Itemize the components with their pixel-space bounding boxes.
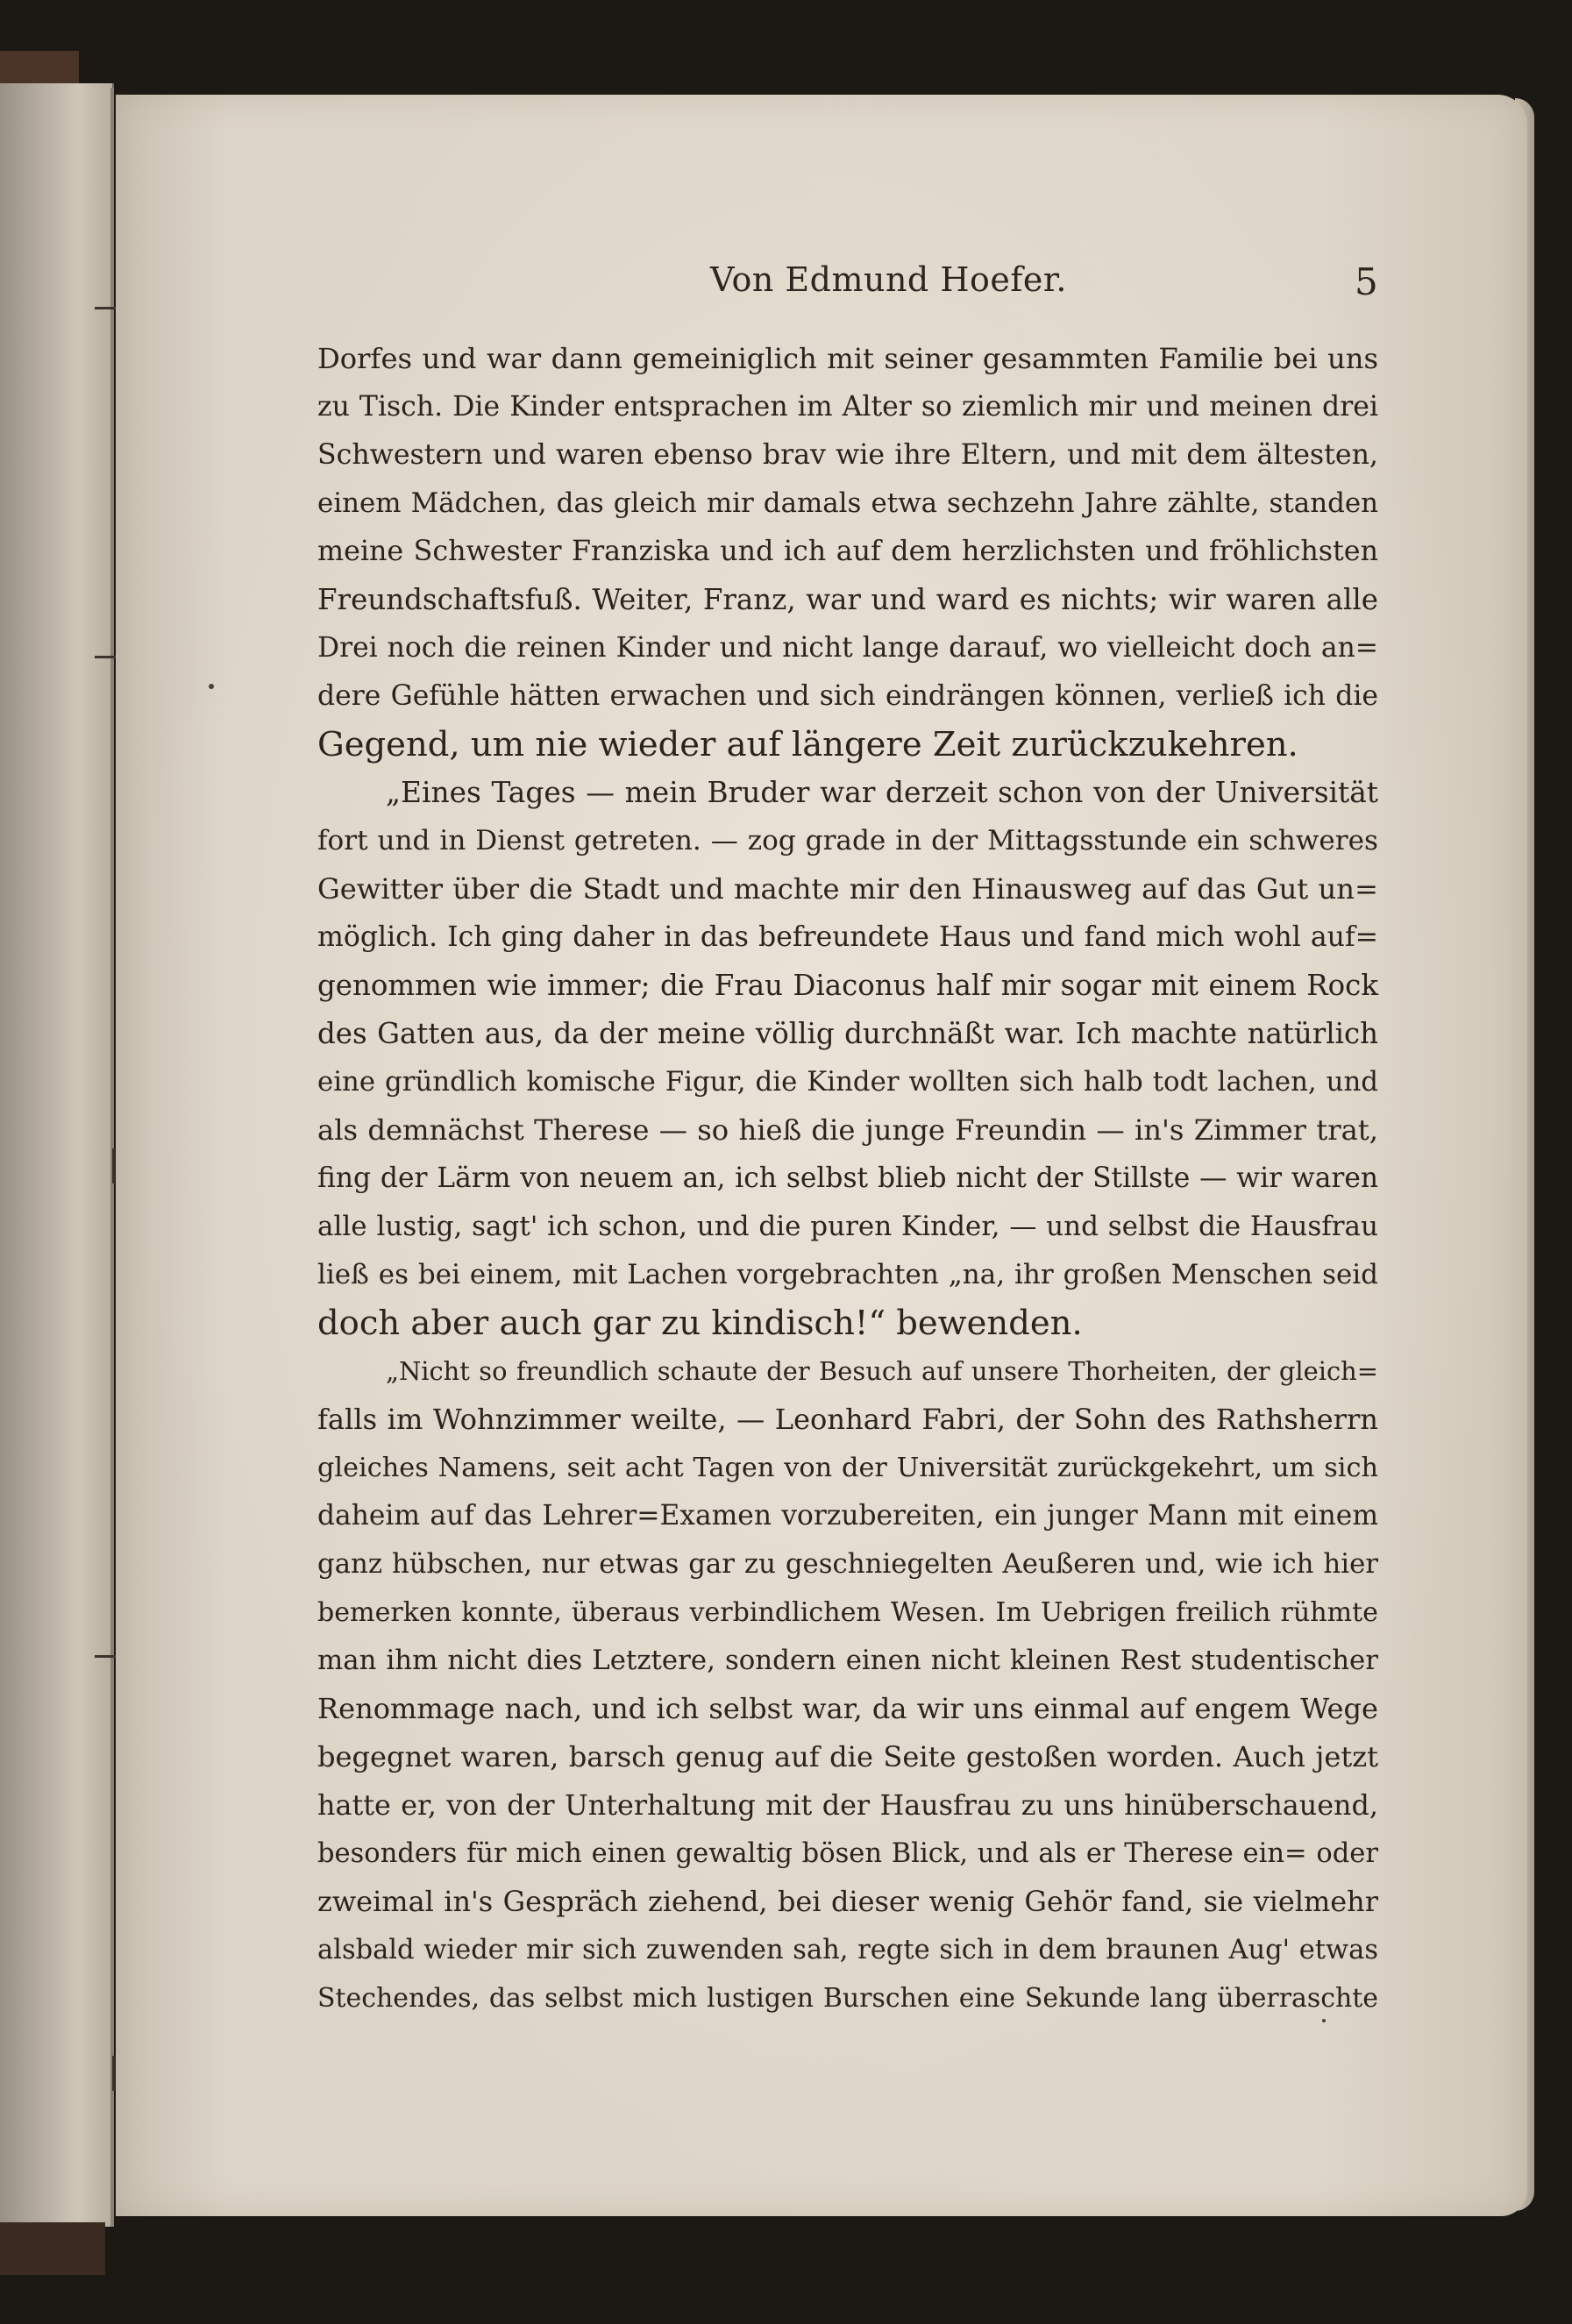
binding-mark [112, 1148, 115, 1183]
text-line: als demnächst Therese — so hieß die junge Freundin — in's Zimmer trat, [317, 1113, 1378, 1147]
text-line: genommen wie immer; die Frau Diaconus half mir sogar mit einem Rock [317, 969, 1378, 1002]
paper-speck [209, 684, 214, 689]
text-line: Schwestern und waren ebenso brav wie ihre Eltern, und mit dem ältesten, [317, 439, 1378, 471]
book-cover-bottom [0, 2222, 105, 2275]
text-line: Drei noch die reinen Kinder und nicht lange darauf, wo vielleicht doch an= [317, 632, 1378, 664]
text-line: doch aber auch gar zu kindisch!“ bewenden. [317, 1304, 1083, 1343]
text-line: ganz hübschen, nur etwas gar zu geschniegelten Aeußeren und, wie ich hier [317, 1548, 1378, 1580]
text-line: bemerken konnte, überaus verbindlichem Wesen. Im Uebrigen freilich rühmte [317, 1597, 1378, 1628]
text-line: „Nicht so freundlich schaute der Besuch auf unsere Thorheiten, der gleich= [386, 1356, 1378, 1386]
text-line: zweimal in's Gespräch ziehend, bei dieser wenig Gehör fand, sie vielmehr [317, 1885, 1378, 1918]
text-line: alle lustig, sagt' ich schon, und die puren Kinder, — und selbst die Hausfrau [317, 1211, 1378, 1242]
body-text [317, 335, 1378, 2022]
running-head: Von Edmund Hoefer. [710, 260, 1067, 299]
text-line: fing der Lärm von neuem an, ich selbst blieb nicht der Stillste — wir waren [317, 1162, 1378, 1194]
left-page-edge [0, 83, 114, 2227]
binding-mark [112, 2056, 115, 2091]
text-line: alsbald wieder mir sich zuwenden sah, regte sich in dem braunen Aug' etwas [317, 1935, 1378, 1965]
text-line: eine gründlich komische Figur, die Kinder wollten sich halb todt lachen, und [317, 1066, 1378, 1098]
text-line: meine Schwester Franziska und ich auf dem herzlichsten und fröhlichsten [317, 536, 1378, 567]
text-line: dere Gefühle hätten erwachen und sich eindrängen können, verließ ich die [317, 680, 1378, 712]
text-line: möglich. Ich ging daher in das befreundete Haus und fand mich wohl auf= [317, 921, 1378, 953]
text-line: begegnet waren, barsch genug auf die Seite gestoßen worden. Auch jetzt [317, 1740, 1378, 1773]
text-line: falls im Wohnzimmer weilte, — Leonhard Fabri, der Sohn des Rathsherrn [317, 1403, 1378, 1436]
text-line: einem Mädchen, das gleich mir damals etwa sechzehn Jahre zählte, standen [317, 487, 1378, 519]
text-line: Freundschaftsfuß. Weiter, Franz, war und ward es nichts; wir waren alle [317, 583, 1378, 616]
text-line: Stechendes, das selbst mich lustigen Burschen eine Sekunde lang überraschte [317, 1983, 1378, 2014]
text-line: gleiches Namens, seit acht Tagen von der Universität zurückgekehrt, um sich [317, 1453, 1378, 1483]
text-line: man ihm nicht dies Letztere, sondern einen nicht kleinen Rest studentischer [317, 1645, 1378, 1676]
text-line: fort und in Dienst getreten. — zog grade in der Mittagsstunde ein schweres [317, 825, 1378, 856]
text-line: Gegend, um nie wieder auf längere Zeit zurückzukehren. [317, 725, 1298, 764]
text-line: Renommage nach, und ich selbst war, da wir uns einmal auf engem Wege [317, 1692, 1378, 1725]
text-line: hatte er, von der Unterhaltung mit der Hausfrau zu uns hinüberschauend, [317, 1788, 1378, 1822]
text-line: daheim auf das Lehrer=Examen vorzubereiten, ein junger Mann mit einem [317, 1500, 1378, 1532]
text-line: des Gatten aus, da der meine völlig durchnäßt war. Ich machte natürlich [317, 1017, 1378, 1050]
text-line: Gewitter über die Stadt und machte mir den Hinausweg auf das Gut un= [317, 872, 1378, 906]
text-line: besonders für mich einen gewaltig bösen Blick, und als er Therese ein= oder [317, 1838, 1378, 1869]
text-line: zu Tisch. Die Kinder entsprachen im Alter so ziemlich mir und meinen drei [317, 391, 1378, 423]
text-line: „Eines Tages — mein Bruder war derzeit schon von der Universität [386, 776, 1378, 809]
page-number: 5 [1355, 260, 1378, 303]
book-cover-top [0, 51, 79, 86]
text-line: ließ es bei einem, mit Lachen vorgebrachten „na, ihr großen Menschen seid [317, 1259, 1378, 1290]
text-line: Dorfes und war dann gemeiniglich mit seiner gesammten Familie bei uns [317, 342, 1378, 375]
